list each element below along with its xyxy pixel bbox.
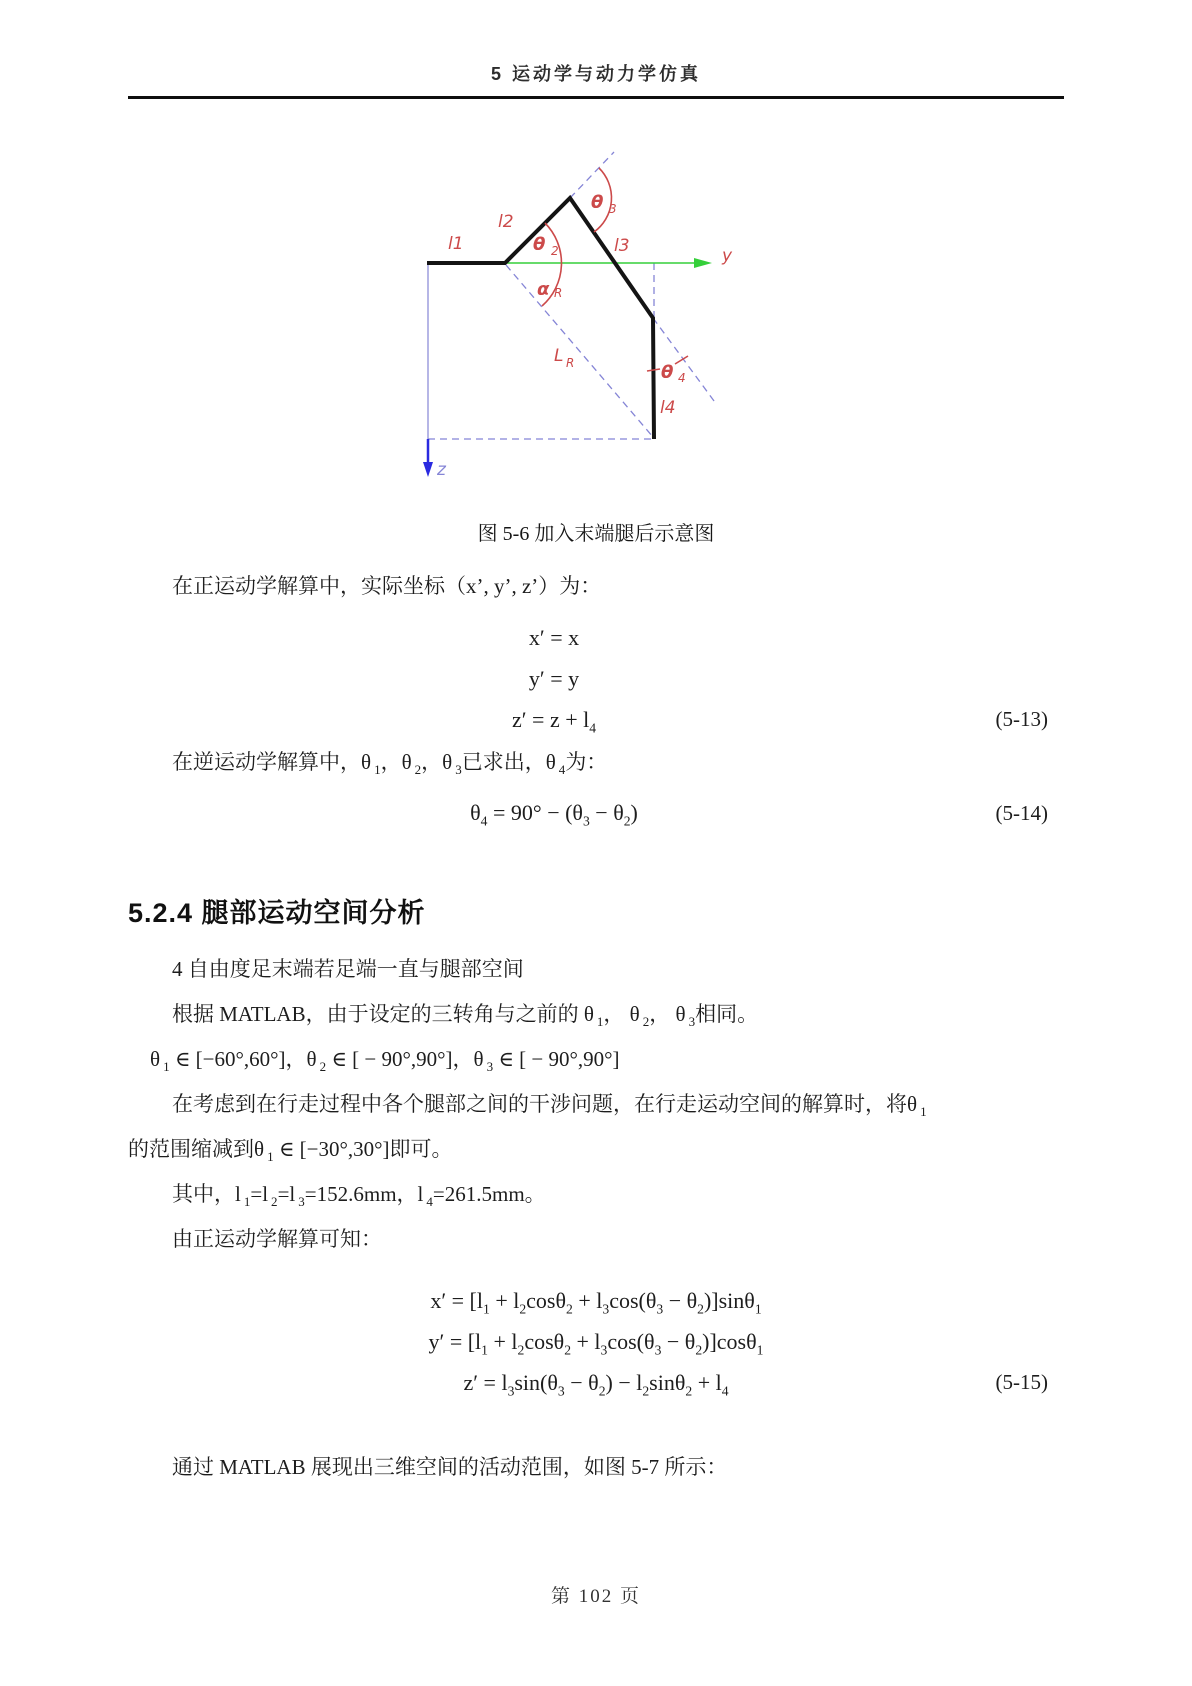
subscript: 3 — [600, 1342, 608, 1358]
text-run: + l — [692, 1370, 722, 1395]
figure-caption: 图 5-6 加入末端腿后示意图 — [477, 523, 715, 545]
text-run: cos(θ — [609, 1288, 657, 1313]
subscript: 4 — [558, 762, 566, 778]
label-alpha: α — [537, 279, 550, 300]
text-run: 根据 MATLAB，由于设定的三转角与之前的 θ — [172, 1002, 594, 1026]
text-run: + l — [489, 1288, 520, 1313]
subscript: 2 — [598, 1383, 606, 1399]
subscript: 2 — [517, 1342, 525, 1358]
subscript: 3 — [582, 813, 590, 829]
figure-5-6 — [128, 129, 1064, 491]
text-run: x′ = [l — [430, 1288, 483, 1313]
subscript: 1 — [243, 1194, 251, 1210]
subscript: 1 — [483, 1301, 490, 1317]
label-lr-sub: R — [566, 356, 575, 370]
text-run: 其中，l — [172, 1182, 241, 1206]
equation-y-prime: y′ = y — [528, 666, 580, 691]
subscript: 3 — [486, 1059, 494, 1075]
section-heading-5-2-4: 5.2.4 腿部运动空间分析 — [128, 898, 426, 928]
text-run: = 90° − (θ — [487, 800, 583, 825]
paragraph-forward-kinematics-known: 由正运动学解算可知： — [172, 1227, 382, 1251]
subscript: 2 — [564, 1342, 572, 1358]
subscript: 3 — [602, 1301, 610, 1317]
text-run: ∈ [−60°,60°]，θ — [169, 1047, 317, 1071]
text-run: 在考虑到在行走过程中各个腿部之间的干涉问题，在行走运动空间的解算时，将θ — [172, 1092, 918, 1116]
lr-diagonal-guide — [506, 265, 653, 437]
text-run: z′ = z + l — [511, 707, 590, 732]
text-run: ， θ — [649, 1002, 686, 1026]
subscript: 1 — [756, 1342, 764, 1358]
text-run: ∈ [ − 90°,90°] — [493, 1047, 620, 1071]
text-run: =l — [277, 1182, 296, 1206]
text-run: =152.6mm，l — [304, 1182, 424, 1206]
formula-angle-ranges — [128, 1037, 1064, 1082]
text-run: ， θ — [603, 1002, 640, 1026]
label-l1: l1 — [448, 234, 464, 254]
label-theta2-sub: 2 — [551, 244, 559, 258]
text-run: ) — [630, 800, 638, 825]
header-rule — [128, 96, 1064, 99]
subscript: 2 — [519, 1301, 527, 1317]
subscript: 4 — [589, 720, 597, 736]
equation-number-5-14: (5-14) — [995, 801, 1048, 825]
text-run: − θ — [661, 1329, 696, 1354]
label-l3: l3 — [614, 236, 630, 256]
subscript: 3 — [507, 1383, 515, 1399]
text-run: cos(θ — [607, 1329, 655, 1354]
theta4-arc-tick-left — [647, 369, 660, 371]
equation-number-5-15: (5-15) — [995, 1370, 1048, 1394]
label-z-axis: z — [437, 460, 446, 480]
subscript: 3 — [298, 1194, 305, 1210]
equation-5-14 — [128, 789, 1064, 837]
page-number-footer: 第 102 页 — [550, 1586, 641, 1607]
subscript: 3 — [455, 762, 462, 778]
subscript: 4 — [721, 1383, 729, 1399]
text-run: − θ — [589, 800, 624, 825]
subscript: 3 — [656, 1301, 664, 1317]
label-theta4: θ — [661, 362, 674, 383]
equation-x-prime: x′ = x — [528, 625, 580, 650]
label-lr: L — [554, 346, 564, 366]
paragraph-inverse-kinematics — [128, 740, 1064, 785]
text-run: + l — [487, 1329, 518, 1354]
subscript: 2 — [414, 762, 422, 778]
label-alpha-sub: R — [554, 286, 563, 300]
subscript: 2 — [685, 1383, 693, 1399]
label-l2: l2 — [498, 212, 514, 232]
y-axis-arrowhead-icon — [694, 258, 712, 268]
text-run: − θ — [564, 1370, 599, 1395]
text-run: )]cosθ — [702, 1329, 757, 1354]
equation-5-13-block — [128, 617, 1064, 740]
subscript: 1 — [596, 1014, 604, 1030]
paragraph-matlab-workspace: 通过 MATLAB 展现出三维空间的活动范围，如图 5-7 所示： — [172, 1455, 728, 1479]
text-run: sinθ — [649, 1370, 686, 1395]
subscript: 2 — [642, 1014, 650, 1030]
chapter-header: 5 运动学与动力学仿真 — [490, 64, 701, 84]
subscript: 2 — [695, 1342, 703, 1358]
text-run: =261.5mm。 — [432, 1182, 546, 1206]
label-theta2: θ — [533, 234, 546, 255]
text-run: ∈ [ − 90°,90°]，θ — [326, 1047, 484, 1071]
text-run: + l — [571, 1329, 601, 1354]
text-run: ，θ — [380, 750, 412, 774]
subscript: 4 — [426, 1194, 433, 1210]
paragraph-link-lengths — [128, 1172, 1064, 1217]
leg-schematic-figure — [390, 129, 756, 489]
page-content — [128, 0, 1064, 1490]
label-theta3-sub: 3 — [609, 202, 617, 216]
text-run: =l — [250, 1182, 269, 1206]
text-run: θ — [150, 1047, 161, 1071]
text-run: ) − l — [605, 1370, 643, 1395]
subscript: 3 — [654, 1342, 662, 1358]
paragraph-interference-line2 — [128, 1127, 1064, 1172]
text-run: sin(θ — [514, 1370, 558, 1395]
label-theta4-sub: 4 — [678, 371, 686, 385]
equation-5-15-block — [128, 1280, 1064, 1403]
subscript: 1 — [754, 1301, 762, 1317]
label-y-axis: y — [722, 246, 733, 266]
equation-x-prime-full — [128, 1280, 1064, 1321]
equation-y-prime-full — [128, 1321, 1064, 1362]
subscript: 2 — [642, 1383, 650, 1399]
subscript: 2 — [623, 813, 631, 829]
text-run: 相同。 — [695, 1002, 759, 1026]
text-run: ，θ — [421, 750, 453, 774]
equation-number-5-13: (5-13) — [995, 707, 1048, 731]
subscript: 1 — [920, 1104, 927, 1120]
paragraph-dof: 4 自由度足末端若足端一直与腿部空间 — [172, 957, 524, 981]
paragraph-interference-line1 — [128, 1082, 1064, 1127]
label-l4: l4 — [660, 398, 676, 418]
subscript: 1 — [481, 1342, 488, 1358]
text-run: 已求出，θ — [461, 750, 556, 774]
text-run: + l — [572, 1288, 603, 1313]
text-run: ∈ [−30°,30°]即可。 — [273, 1137, 453, 1161]
text-run: 的范围缩减到θ — [128, 1137, 265, 1161]
subscript: 4 — [480, 813, 488, 829]
subscript: 2 — [319, 1059, 327, 1075]
text-run: 在逆运动学解算中，θ — [172, 750, 372, 774]
subscript: 2 — [271, 1194, 278, 1210]
subscript: 3 — [557, 1383, 565, 1399]
subscript: 1 — [374, 762, 381, 778]
text-run: y′ = [l — [428, 1329, 482, 1354]
paragraph-matlab-angles — [128, 992, 1064, 1037]
paragraph-forward-kinematics-intro: 在正运动学解算中，实际坐标（x’, y’, z’）为： — [172, 574, 602, 598]
subscript: 1 — [267, 1149, 274, 1165]
subscript: 2 — [697, 1301, 704, 1317]
text-run: cosθ — [524, 1329, 565, 1354]
label-theta3: θ — [591, 192, 604, 213]
text-run: θ — [470, 800, 481, 825]
subscript: 2 — [566, 1301, 573, 1317]
equation-z-prime-full — [128, 1362, 1064, 1403]
subscript: 3 — [688, 1014, 696, 1030]
text-run: )]sinθ — [703, 1288, 755, 1313]
text-run: cosθ — [526, 1288, 567, 1313]
equation-z-prime — [128, 699, 1064, 740]
text-run: − θ — [663, 1288, 698, 1313]
text-run: 为： — [565, 750, 608, 774]
subscript: 1 — [163, 1059, 170, 1075]
z-axis-arrowhead-icon — [423, 462, 433, 477]
text-run: z′ = l — [463, 1370, 508, 1395]
